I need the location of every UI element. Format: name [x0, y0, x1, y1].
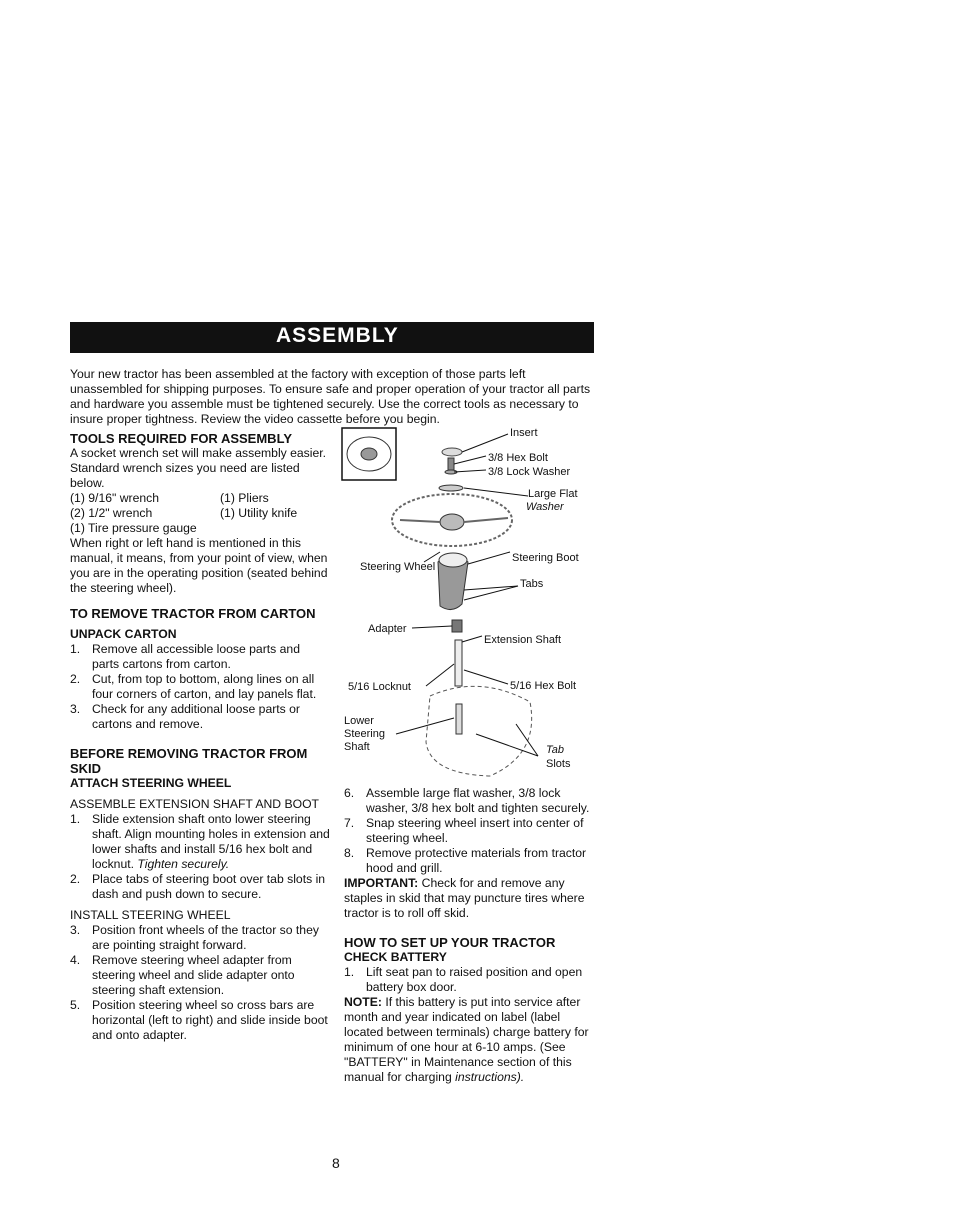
tool-item: (1) Utility knife — [220, 506, 298, 520]
list-item: 3. Check for any additional loose parts or cartons and remove. — [70, 702, 300, 731]
label-tabs: Tabs — [520, 578, 544, 590]
tool-item: (2) 1/2" wrench — [70, 506, 153, 520]
tools-heading: TOOLS REQUIRED FOR ASSEMBLY — [70, 431, 292, 446]
label-shaft: Shaft — [344, 741, 370, 753]
skid-heading: BEFORE REMOVING TRACTOR FROM SKID — [70, 746, 308, 776]
label-lock-washer: 3/8 Lock Washer — [488, 466, 571, 478]
list-item: 5. Position steering wheel so cross bars are horizontal (left to right) and slide inside boot and onto adapter. — [70, 998, 328, 1042]
steering-assembly-diagram — [340, 424, 600, 784]
label-steering-boot: Steering Boot — [512, 552, 579, 564]
tools-text: A socket wrench set will make assembly easier. Standard wrench sizes you need are listed below. — [70, 446, 327, 490]
extension-shaft-part — [455, 640, 462, 686]
battery-subheading: CHECK BATTERY — [344, 950, 447, 964]
setup-heading: HOW TO SET UP YOUR TRACTOR — [344, 935, 556, 950]
remove-heading: TO REMOVE TRACTOR FROM CARTON — [70, 606, 316, 621]
list-item: 7. Snap steering wheel insert into center of steering wheel. — [344, 816, 584, 845]
tools-row — [70, 506, 330, 521]
label-lower: Lower — [344, 715, 374, 727]
label-washer: Washer — [526, 501, 564, 513]
important-note: IMPORTANT: Check for and remove any staples in skid that may puncture tires where tractor is to roll off skid. — [344, 876, 585, 920]
wheel-spoke — [464, 518, 508, 522]
label-insert: Insert — [510, 427, 538, 439]
hand-note: When right or left hand is mentioned in this manual, it means, from your point of view, when you are in the operating position (seated behind the steering wheel). — [70, 536, 328, 595]
label-steering: Steering — [344, 728, 385, 740]
tool-item: (1) Pliers — [220, 491, 269, 505]
right-column — [344, 786, 598, 1085]
label-extension-shaft: Extension Shaft — [484, 634, 562, 646]
tool-item: (1) Tire pressure gauge — [70, 521, 197, 535]
wheel-hub — [440, 514, 464, 530]
hex-bolt-part — [448, 458, 454, 470]
lower-shaft-part — [456, 704, 462, 734]
intro-paragraph: Your new tractor has been assembled at the factory with exception of those parts left unassembled for shipping purposes. To ensure safe and proper operation of your tractor all parts and hardware you assemble must be tightened securely. Use the correct tools as necessary to insure proper tightness. Review the video cassette before you begin. — [70, 367, 591, 427]
label-slots: Slots — [546, 758, 571, 770]
label-locknut: 5/16 Locknut — [348, 681, 411, 693]
list-item: 2. Place tabs of steering boot over tab slots in dash and push down to secure. — [70, 872, 326, 901]
group-heading: ASSEMBLE EXTENSION SHAFT AND BOOT — [70, 797, 319, 811]
dash-outline — [426, 686, 532, 776]
label-516-hex-bolt: 5/16 Hex Bolt — [510, 680, 577, 692]
adapter-part — [452, 620, 462, 632]
label-adapter: Adapter — [368, 623, 407, 635]
wheel-spoke — [400, 520, 440, 522]
list-item: 8. Remove protective materials from tractor hood and grill. — [344, 846, 587, 875]
label-hex-bolt: 3/8 Hex Bolt — [488, 452, 548, 464]
flat-washer-part — [439, 485, 463, 491]
tool-item: (1) 9/16" wrench — [70, 491, 160, 505]
list-item: 3. Position front wheels of the tractor so they are pointing straight forward. — [70, 923, 319, 952]
list-item: 4. Remove steering wheel adapter from steering wheel and slide adapter onto steering shaft extension. — [70, 953, 295, 997]
label-tab: Tab — [546, 744, 564, 756]
battery-note: NOTE: If this battery is put into service after month and year indicated on label (label located between terminals) charge battery for minimum of one hour at 6-10 amps. (See "BATTERY" in Maintenance section of this manual for charging instructions). — [344, 995, 589, 1084]
unpack-subheading: UNPACK CARTON — [70, 627, 177, 641]
label-large-flat: Large Flat — [528, 488, 578, 500]
label-steering-wheel: Steering Wheel — [360, 561, 436, 573]
page-number: 8 — [332, 1155, 340, 1171]
section-title: ASSEMBLY — [276, 324, 399, 347]
list-item: 6. Assemble large flat washer, 3/8 lock washer, 3/8 hex bolt and tighten securely. — [344, 786, 590, 815]
leader-lines — [396, 434, 538, 756]
list-item: 1. Lift seat pan to raised position and open battery box door. — [344, 965, 583, 994]
attach-subheading: ATTACH STEERING WHEEL — [70, 776, 232, 790]
inset-hub — [361, 448, 377, 460]
list-item: 1. Slide extension shaft onto lower steering shaft. Align mounting holes in extension and lower shafts and install 5/16 hex bolt and locknut. Tighten securely. — [70, 812, 330, 871]
left-column — [70, 431, 330, 1043]
insert-part — [442, 448, 462, 456]
section-banner — [70, 322, 594, 353]
list-item: 1. Remove all accessible loose parts and parts cartons from carton. — [70, 642, 300, 671]
group-heading: INSTALL STEERING WHEEL — [70, 908, 231, 922]
list-item: 2. Cut, from top to bottom, along lines on all four corners of carton, and lay panels flat. — [70, 672, 317, 701]
boot-top — [439, 553, 467, 567]
tools-row — [70, 491, 330, 506]
